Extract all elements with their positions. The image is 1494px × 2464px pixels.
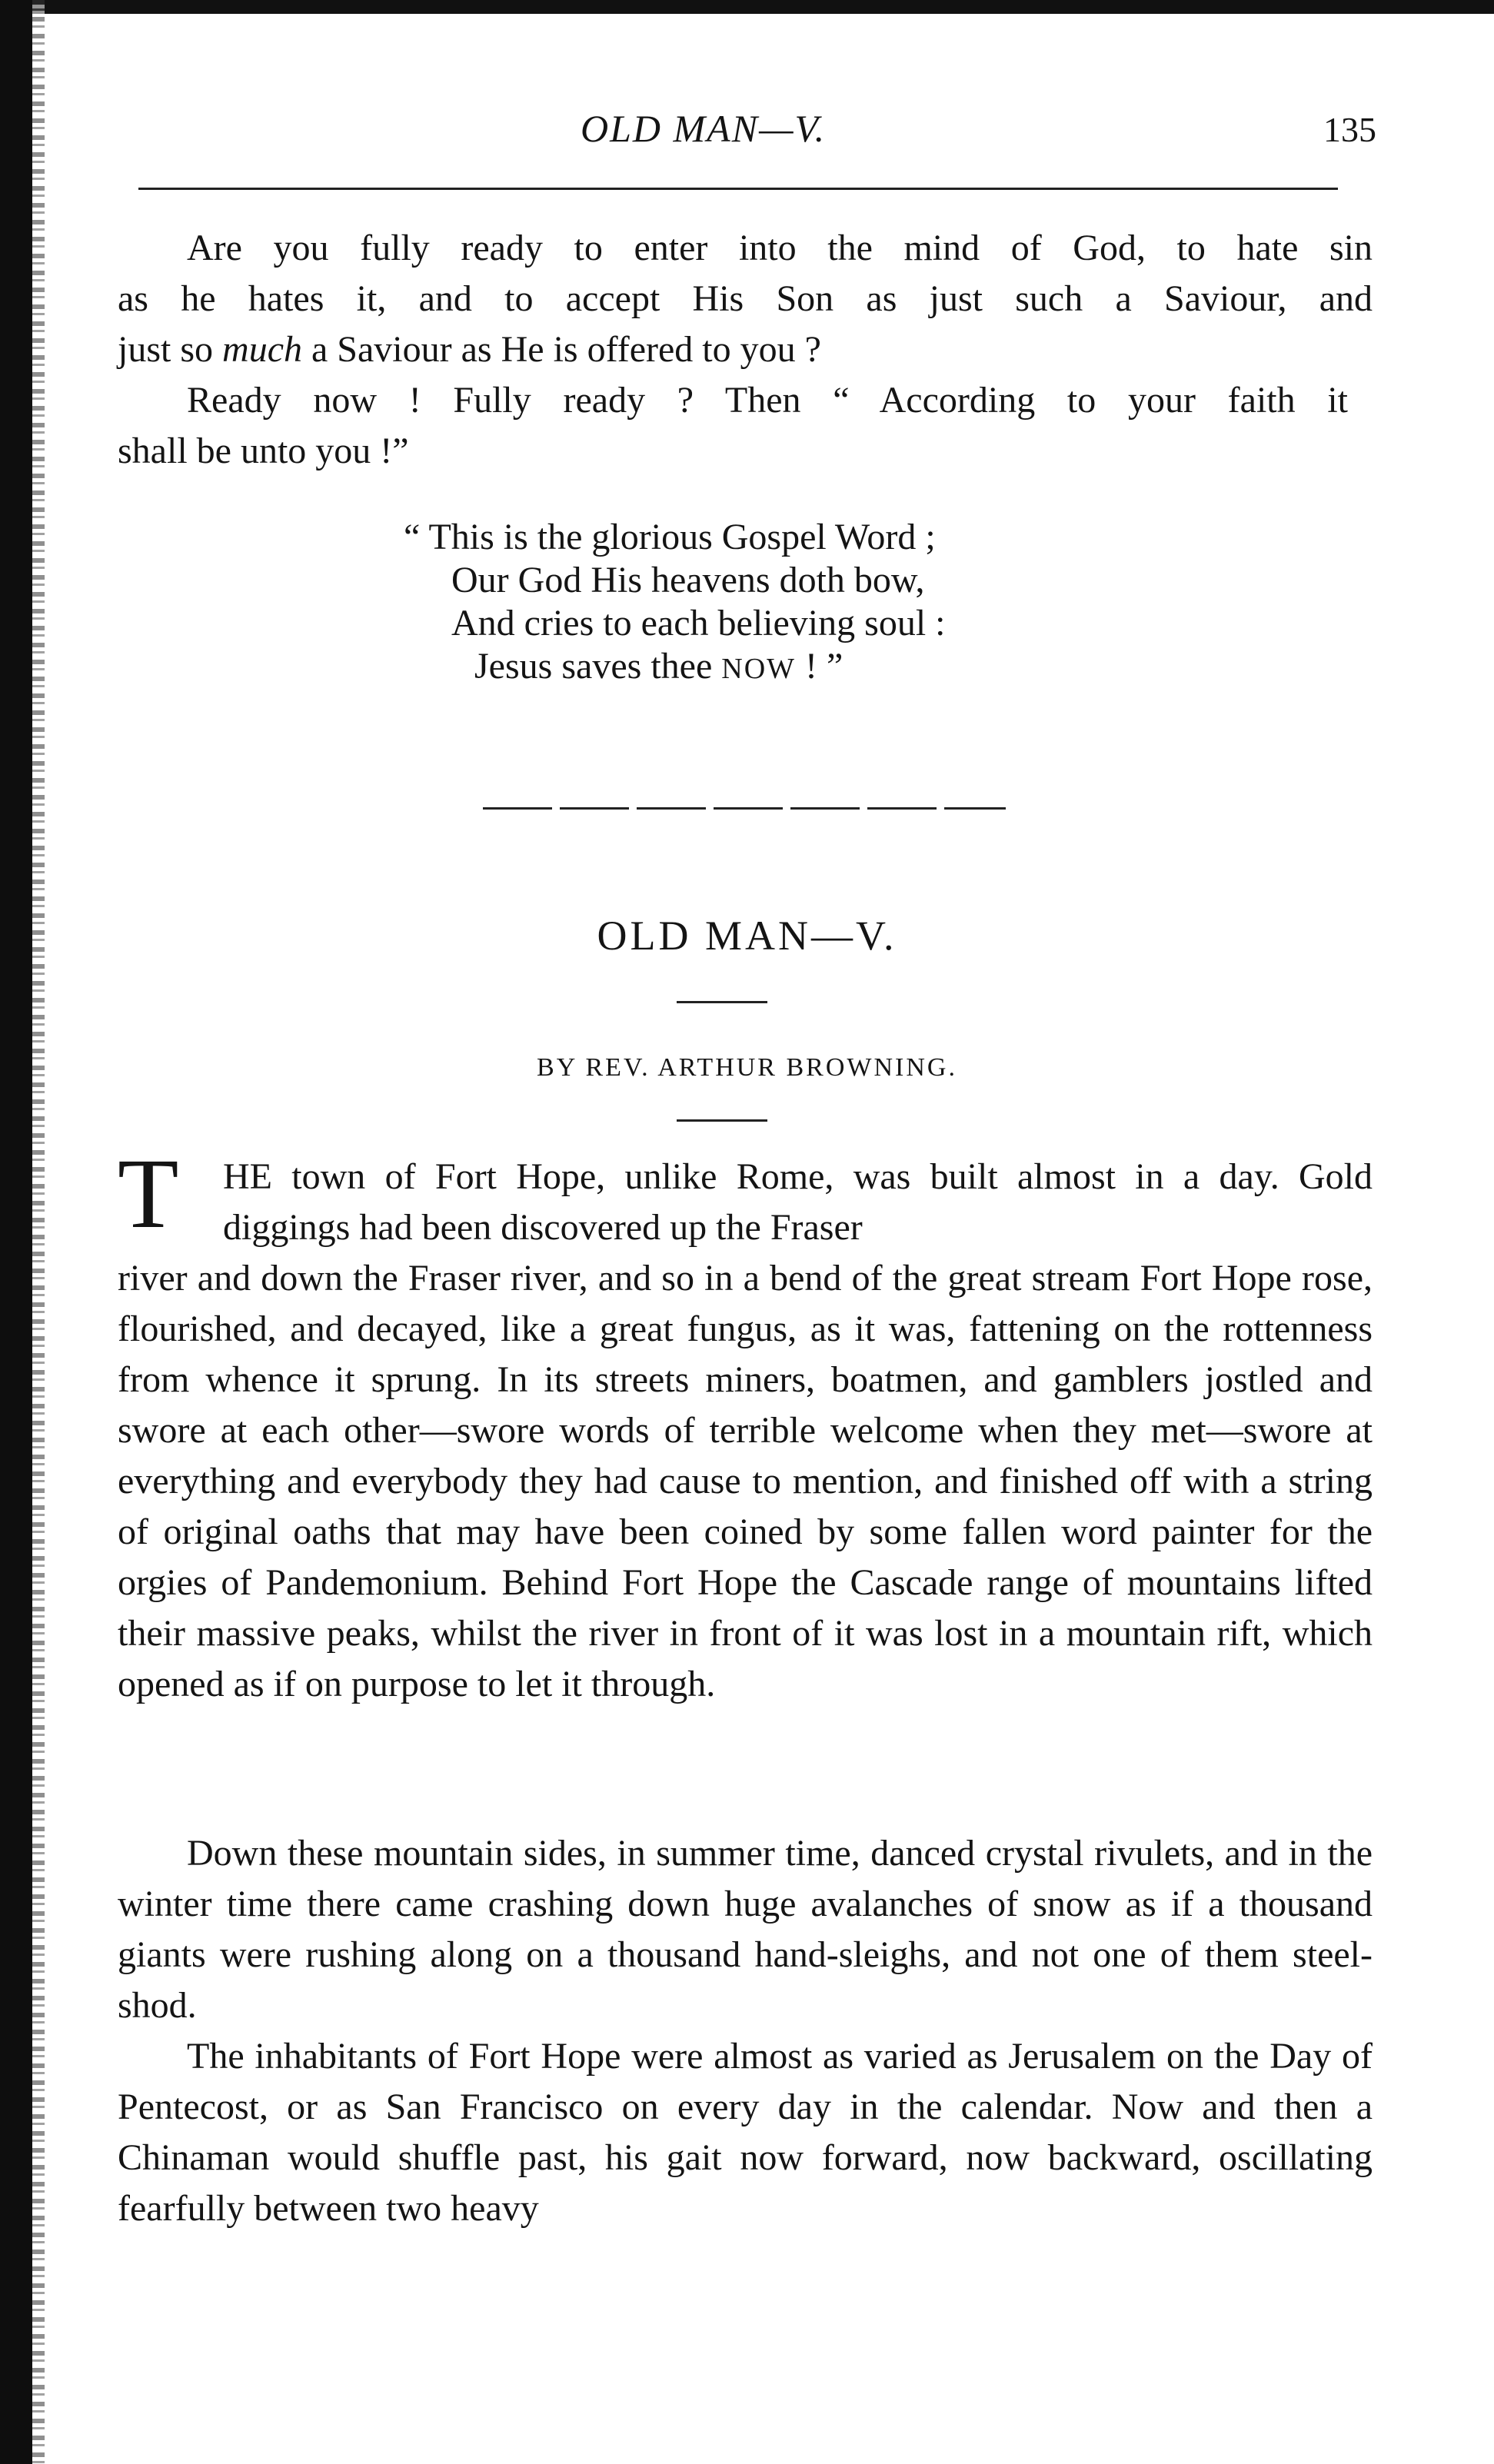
poem-line: And cries to each believing soul : (451, 603, 946, 643)
byline: BY REV. ARTHUR BROWNING. (537, 1053, 957, 1082)
text-span: Jesus saves thee (474, 646, 722, 687)
running-head (115, 98, 1376, 160)
emphasis-text: much (222, 329, 302, 370)
byline-rule (677, 1119, 767, 1122)
page-number: 135 (1323, 110, 1376, 149)
text-span: a Saviour as He is offered to you ? (302, 329, 821, 370)
text-line: Ready now ! Fully ready ? Then “ According to your faith it (187, 380, 1348, 421)
poem-line: Our God His heavens doth bow, (451, 560, 925, 600)
text-line: Are you fully ready to enter into the mind of God, to hate sin (187, 228, 1373, 268)
text-line: as he hates it, and to accept His Son as just such a Saviour, and (118, 278, 1373, 319)
text-line (118, 324, 1373, 375)
drop-cap: T (118, 1139, 179, 1249)
section-divider (483, 807, 1006, 810)
poem-line (404, 645, 946, 690)
text-line: shall be unto you !” (118, 431, 409, 471)
text-span: just so (118, 329, 223, 370)
header-rule (138, 188, 1338, 190)
paragraph-2: Down these mountain sides, in summer time, danced crystal rivulets, and in the winter time there came crashing down huge avalanches of snow as if a thousand giants were rushing along on a thousand hand-sleighs, and not one of them steel-shod. (118, 1833, 1373, 2026)
hymn-quotation (404, 516, 946, 690)
text-span: ! ” (796, 646, 843, 687)
paragraph-1-continued: river and down the Fraser river, and so in a bend of the great stream Fort Hope rose, flourished, and decayed, like a great fungus, as it was, fattening on the rottenness from whence it sprung. In its streets miners, boatmen, and gamblers jostled and swore at each other—swore words of terrible welcome when they met—swore at everything and everybody they had cause to mention, and finished off with a string of original oaths that may have been coined by some fallen word painter for the orgies of Pandemonium. Behind Fort Hope the Cascade range of mountains lifted their massive peaks, whilst the river in front of it was lost in a mountain rift, which opened as if on purpose to let it through. (118, 1258, 1373, 1704)
paragraph-3: The inhabitants of Fort Hope were almost as varied as Jerusalem on the Day of Pentecost, or as San Francisco on every day in the calendar. Now and then a Chinaman would shuffle past, his gait now forward, now backward, oscillating fearfully between two heavy (118, 2036, 1373, 2229)
paragraph-opening: HE town of Fort Hope, unlike Rome, was built almost in a day. Gold diggings had been discovered up the Fraser (223, 1156, 1373, 1248)
poem-line: “ This is the glorious Gospel Word ; (404, 517, 936, 557)
scan-top-edge (0, 0, 1494, 14)
running-title: OLD MAN—V. (581, 107, 827, 150)
scan-binding-texture (32, 0, 45, 2464)
scan-binding-edge (0, 0, 32, 2464)
small-caps-text: NOW (721, 653, 797, 685)
title-rule (677, 1001, 767, 1003)
article-title: OLD MAN—V. (597, 913, 897, 959)
